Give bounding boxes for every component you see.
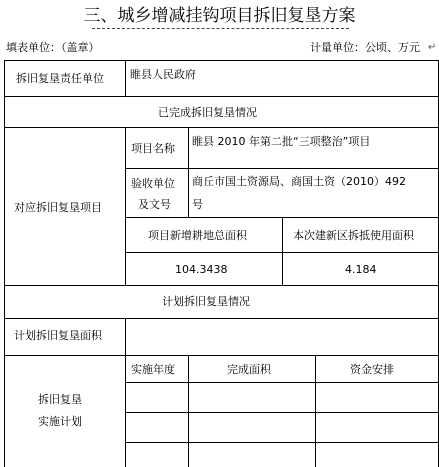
- col-line: [188, 355, 189, 467]
- row-line: [4, 127, 438, 128]
- acceptance-value: 商丘市国土资源局、商国土资（2010）492: [192, 175, 406, 188]
- project-label: 对应拆旧复垦项目: [14, 201, 102, 214]
- title-underline: [92, 28, 349, 29]
- used-area-label: 本次建新区拆抵使用面积: [293, 229, 414, 242]
- new-area-value: 104.3438: [175, 263, 228, 276]
- row-line: [125, 382, 438, 383]
- col-line: [125, 60, 126, 96]
- plan-area-label: 计划拆旧复垦面积: [14, 329, 102, 342]
- col-line: [125, 318, 126, 355]
- acceptance-label: 验收单位: [131, 177, 175, 190]
- row-line: [125, 168, 438, 169]
- unit-label: 计量单位：公顷、万元: [310, 41, 420, 54]
- project-name-value: 睢县 2010 年第二批“三项整治”项目: [192, 135, 371, 148]
- impl-plan-label-line2: 实施计划: [38, 415, 82, 428]
- table-border-top: [4, 60, 438, 61]
- responsible-unit-value: 睢县人民政府: [130, 68, 196, 81]
- row-line: [4, 355, 438, 356]
- paragraph-mark: ↵: [428, 42, 437, 53]
- col-line: [188, 127, 189, 217]
- used-area-value: 4.184: [345, 263, 377, 276]
- completed-section-heading: 已完成拆旧复垦情况: [158, 106, 257, 119]
- row-line: [4, 318, 438, 319]
- new-area-label: 项目新增耕地总面积: [148, 229, 247, 242]
- table-border-left: [4, 60, 5, 467]
- column-header-area: 完成面积: [227, 363, 271, 376]
- responsible-unit-label: 拆旧复垦责任单位: [16, 72, 104, 85]
- row-line: [125, 442, 438, 443]
- row-line: [125, 412, 438, 413]
- column-header-funds: 资金安排: [350, 363, 394, 376]
- col-line: [315, 355, 316, 467]
- page-title: 三、城乡增减挂钩项目拆旧复垦方案: [83, 6, 356, 26]
- col-line: [125, 355, 126, 467]
- project-name-label: 项目名称: [131, 142, 175, 155]
- filler-label: 填表单位：（盖章）: [6, 41, 100, 54]
- column-header-year: 实施年度: [131, 363, 175, 376]
- col-line: [125, 127, 126, 285]
- acceptance-value-line2: 号: [192, 198, 203, 211]
- plan-section-heading: 计划拆旧复垦情况: [162, 295, 250, 308]
- impl-plan-label: 拆旧复垦: [38, 393, 82, 406]
- row-line: [4, 285, 438, 286]
- col-line: [282, 217, 283, 285]
- row-line: [4, 96, 438, 97]
- acceptance-label-line2: 及文号: [138, 198, 171, 211]
